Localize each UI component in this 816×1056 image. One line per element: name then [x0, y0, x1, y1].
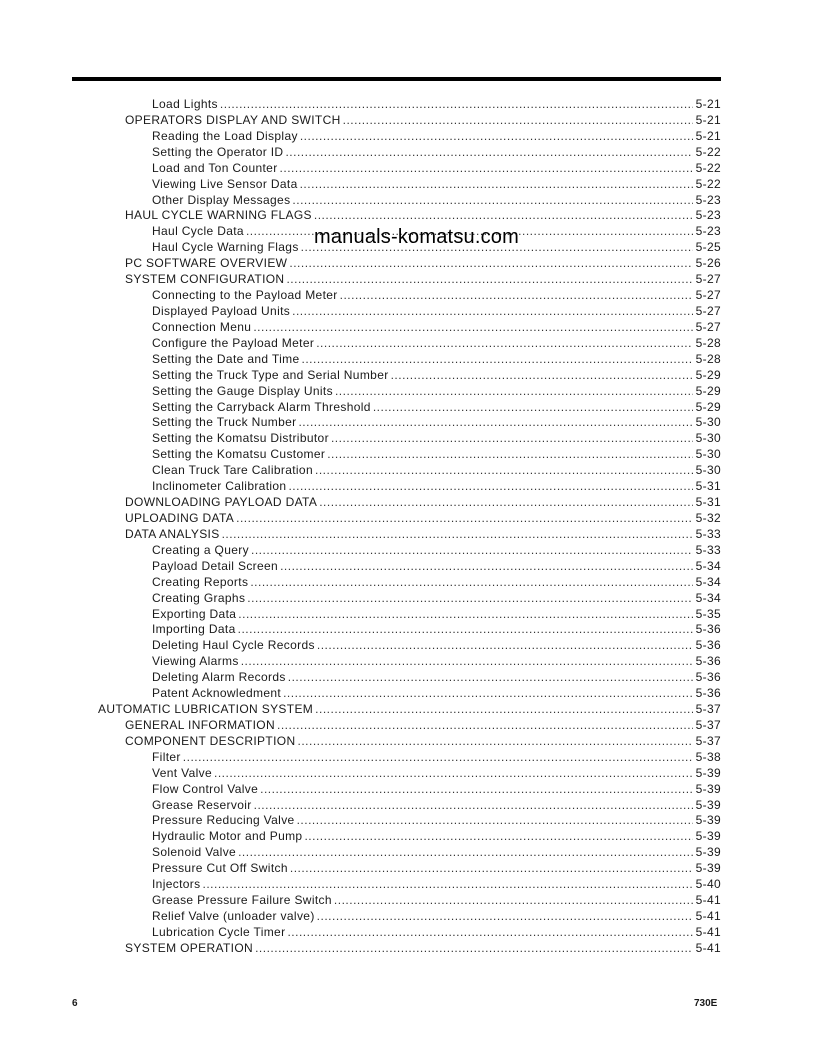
toc-dot-leader: [300, 129, 693, 143]
toc-entry-title: Deleting Alarm Records: [152, 670, 286, 685]
toc-entry-title: Load Lights: [152, 97, 218, 111]
toc-entry: [72, 447, 721, 463]
toc-entry-title: Haul Cycle Data: [152, 224, 244, 239]
toc-entry-page: 5-36: [695, 638, 721, 653]
toc-dot-leader: [238, 607, 692, 621]
toc-entry: [72, 670, 721, 686]
toc-entry-page: 5-35: [695, 606, 721, 621]
toc-entry-page: 5-25: [695, 240, 721, 255]
header-rule: [72, 77, 721, 81]
toc-entry-page: 5-41: [695, 909, 721, 924]
toc-entry: [72, 750, 721, 766]
toc-entry-title: Reading the Load Display: [152, 128, 298, 143]
toc-entry-page: 5-39: [695, 765, 721, 780]
toc-entry-title: Injectors: [152, 877, 201, 892]
toc-entry: [72, 893, 721, 909]
toc-entry: [72, 813, 721, 829]
toc-entry: [72, 208, 721, 224]
watermark-text: manuals-komatsu.com: [314, 226, 519, 248]
toc-entry-page: 5-37: [695, 702, 721, 717]
toc-entry: [72, 479, 721, 495]
toc-entry-page: 5-23: [695, 208, 721, 223]
toc-entry-page: 5-27: [695, 319, 721, 334]
toc-entry-title: Lubrication Cycle Timer: [152, 924, 286, 939]
toc-dot-leader: [391, 368, 693, 382]
toc-entry-page: 5-21: [695, 97, 721, 111]
toc-entry-page: 5-32: [695, 510, 721, 525]
toc-dot-leader: [315, 463, 693, 477]
toc-entry: [72, 527, 721, 543]
toc-entry-page: 5-31: [695, 479, 721, 494]
toc-entry-title: Configure the Payload Meter: [152, 335, 315, 350]
toc-dot-leader: [334, 893, 693, 907]
toc-entry-title: DOWNLOADING PAYLOAD DATA: [125, 495, 318, 510]
toc-dot-leader: [302, 352, 693, 366]
toc-entry-page: 5-22: [695, 176, 721, 191]
toc-dot-leader: [319, 495, 692, 509]
toc-entry: [72, 495, 721, 511]
toc-entry: [72, 638, 721, 654]
toc-entry-page: 5-39: [695, 845, 721, 860]
toc-dot-leader: [297, 813, 693, 827]
toc-dot-leader: [285, 145, 692, 159]
toc-dot-leader: [280, 161, 693, 175]
toc-entry: [72, 352, 721, 368]
toc-entry-page: 5-39: [695, 797, 721, 812]
toc-entry-page: 5-41: [695, 940, 721, 955]
toc-dot-leader: [290, 861, 693, 875]
toc-dot-leader: [288, 670, 693, 684]
toc-entry-page: 5-21: [695, 112, 721, 127]
toc-entry-title: Other Display Messages: [152, 192, 291, 207]
toc-entry-title: Filter: [152, 749, 181, 764]
toc-dot-leader: [280, 559, 692, 573]
toc-entry: [72, 384, 721, 400]
toc-dot-leader: [315, 702, 692, 716]
toc-entry-title: Payload Detail Screen: [152, 558, 279, 573]
toc-entry-page: 5-40: [695, 877, 721, 892]
toc-entry-page: 5-39: [695, 813, 721, 828]
toc-entry: [72, 925, 721, 941]
toc-entry: [72, 861, 721, 877]
toc-entry-title: Importing Data: [152, 622, 236, 637]
toc-entry-title: Solenoid Valve: [152, 845, 237, 860]
toc-entry-page: 5-39: [695, 781, 721, 796]
toc-entry: [72, 129, 721, 145]
toc-dot-leader: [292, 193, 692, 207]
toc-entry-page: 5-34: [695, 590, 721, 605]
toc-entry-title: Grease Reservoir: [152, 797, 252, 812]
toc-entry-page: 5-27: [695, 272, 721, 287]
toc-entry: [72, 193, 721, 209]
toc-entry-page: 5-34: [695, 574, 721, 589]
toc-entry: [72, 654, 721, 670]
toc-entry-page: 5-41: [695, 924, 721, 939]
toc-entry-title: Clean Truck Tare Calibration: [152, 463, 313, 478]
toc-dot-leader: [260, 782, 692, 796]
toc-entry-title: Setting the Komatsu Customer: [152, 447, 326, 462]
toc-entry-title: UPLOADING DATA: [125, 510, 235, 525]
toc-entry-title: Setting the Date and Time: [152, 351, 300, 366]
toc-entry-page: 5-30: [695, 463, 721, 478]
toc-dot-leader: [254, 798, 693, 812]
toc-dot-leader: [300, 177, 693, 191]
toc-entry-page: 5-33: [695, 526, 721, 541]
toc-entry-page: 5-36: [695, 622, 721, 637]
toc-dot-leader: [289, 256, 692, 270]
toc-entry: [72, 431, 721, 447]
toc-entry: [72, 845, 721, 861]
toc-entry: [72, 575, 721, 591]
toc-entry: [72, 336, 721, 352]
toc-dot-leader: [343, 113, 693, 127]
footer-model-label: 730E: [694, 998, 718, 1009]
toc-entry-title: Setting the Truck Type and Serial Number: [152, 367, 389, 382]
toc-entry-title: Setting the Truck Number: [152, 415, 297, 430]
toc-entry-page: 5-30: [695, 415, 721, 430]
toc-entry-page: 5-37: [695, 733, 721, 748]
toc-entry-page: 5-28: [695, 351, 721, 366]
toc-dot-leader: [373, 400, 693, 414]
toc-entry-title: Creating a Query: [152, 542, 249, 557]
toc-entry: [72, 622, 721, 638]
toc-entry-page: 5-31: [695, 495, 721, 510]
toc-dot-leader: [236, 511, 692, 525]
toc-entry-title: Displayed Payload Units: [152, 303, 291, 318]
toc-entry-page: 5-29: [695, 383, 721, 398]
toc-entry-title: Deleting Haul Cycle Records: [152, 638, 315, 653]
toc-dot-leader: [222, 527, 693, 541]
toc-dot-leader: [288, 479, 692, 493]
toc-entry: [72, 304, 721, 320]
toc-entry-title: SYSTEM OPERATION: [125, 940, 254, 955]
toc-entry-page: 5-29: [695, 367, 721, 382]
toc-entry-title: Setting the Komatsu Distributor: [152, 431, 329, 446]
toc-entry-title: Viewing Alarms: [152, 654, 239, 669]
toc-entry: [72, 686, 721, 702]
toc-entry-title: Patent Acknowledment: [152, 686, 282, 701]
toc-dot-leader: [327, 447, 692, 461]
toc-dot-leader: [297, 734, 692, 748]
toc-entry: [72, 798, 721, 814]
toc-dot-leader: [283, 686, 693, 700]
toc-entry-title: Viewing Live Sensor Data: [152, 176, 298, 191]
toc-entry: [72, 256, 721, 272]
toc-entry: [72, 766, 721, 782]
toc-entry-page: 5-27: [695, 288, 721, 303]
toc-entry: [72, 782, 721, 798]
toc-entry: [72, 559, 721, 575]
toc-entry-title: Setting the Carryback Alarm Threshold: [152, 399, 371, 414]
toc-dot-leader: [314, 208, 693, 222]
toc-entry-title: Relief Valve (unloader valve): [152, 909, 315, 924]
toc-entry-page: 5-34: [695, 558, 721, 573]
toc-entry-page: 5-33: [695, 542, 721, 557]
toc-dot-leader: [286, 272, 692, 286]
toc-entry-page: 5-26: [695, 256, 721, 271]
toc-entry: [72, 607, 721, 623]
toc-dot-leader: [292, 304, 692, 318]
toc-entry-page: 5-30: [695, 447, 721, 462]
toc-entry: [72, 368, 721, 384]
toc-dot-leader: [255, 941, 693, 955]
toc-entry-page: 5-22: [695, 160, 721, 175]
toc-entry: [72, 97, 721, 113]
toc-dot-leader: [304, 829, 692, 843]
toc-dot-leader: [316, 336, 692, 350]
toc-entry: [72, 113, 721, 129]
toc-entry-title: Setting the Operator ID: [152, 144, 284, 159]
toc-entry-title: Inclinometer Calibration: [152, 479, 287, 494]
toc-entry: [72, 145, 721, 161]
toc-entry-page: 5-39: [695, 861, 721, 876]
toc-entry: [72, 511, 721, 527]
toc-entry-title: Hydraulic Motor and Pump: [152, 829, 303, 844]
toc-entry-page: 5-36: [695, 654, 721, 669]
toc-entry: [72, 415, 721, 431]
toc-dot-leader: [241, 654, 693, 668]
toc-entry-page: 5-27: [695, 303, 721, 318]
toc-entry-page: 5-36: [695, 670, 721, 685]
toc-dot-leader: [287, 925, 692, 939]
toc-dot-leader: [317, 909, 693, 923]
toc-dot-leader: [214, 766, 693, 780]
toc-entry: [72, 702, 721, 718]
toc-entry-title: Flow Control Valve: [152, 781, 259, 796]
toc-entry-title: AUTOMATIC LUBRICATION SYSTEM: [98, 702, 314, 717]
toc-entry: [72, 543, 721, 559]
toc-dot-leader: [298, 415, 692, 429]
toc-entry-title: SYSTEM CONFIGURATION: [125, 272, 285, 287]
toc-entry-title: OPERATORS DISPLAY AND SWITCH: [125, 112, 341, 127]
toc-dot-leader: [238, 622, 693, 636]
toc-entry-title: Vent Valve: [152, 765, 212, 780]
toc-entry-page: 5-36: [695, 686, 721, 701]
toc-entry-title: Grease Pressure Failure Switch: [152, 893, 332, 908]
footer-page-number: 6: [72, 998, 78, 1009]
toc-entry: [72, 272, 721, 288]
toc-dot-leader: [251, 543, 693, 557]
toc-entry-title: Pressure Cut Off Switch: [152, 861, 288, 876]
toc-entry: [72, 320, 721, 336]
toc-entry-title: Haul Cycle Warning Flags: [152, 240, 299, 255]
toc-dot-leader: [203, 877, 693, 891]
toc-entry-title: Creating Graphs: [152, 590, 246, 605]
toc-entry-title: Exporting Data: [152, 606, 237, 621]
toc-entry: [72, 829, 721, 845]
toc-dot-leader: [220, 97, 693, 111]
toc-entry-title: Pressure Reducing Valve: [152, 813, 295, 828]
toc-entry-page: 5-29: [695, 399, 721, 414]
toc-entry-page: 5-41: [695, 893, 721, 908]
toc-entry-title: Creating Reports: [152, 574, 249, 589]
toc-entry-page: 5-23: [695, 224, 721, 239]
toc-dot-leader: [250, 575, 692, 589]
toc-entry: [72, 177, 721, 193]
toc-dot-leader: [317, 638, 693, 652]
toc-entry: [72, 288, 721, 304]
toc-entry-page: 5-21: [695, 128, 721, 143]
toc-dot-leader: [247, 591, 692, 605]
toc-entry-page: 5-22: [695, 144, 721, 159]
toc-dot-leader: [183, 750, 693, 764]
toc-entry-title: COMPONENT DESCRIPTION: [125, 733, 296, 748]
toc-entry-page: 5-23: [695, 192, 721, 207]
toc-entry-page: 5-39: [695, 829, 721, 844]
toc-entry: [72, 591, 721, 607]
toc-dot-leader: [253, 320, 692, 334]
toc-entry: [72, 877, 721, 893]
toc-entry: [72, 718, 721, 734]
toc-dot-leader: [335, 384, 693, 398]
toc-entry-title: Load and Ton Counter: [152, 160, 278, 175]
toc-entry: [72, 909, 721, 925]
toc-entry-title: GENERAL INFORMATION: [125, 717, 275, 732]
toc-entry-page: 5-28: [695, 335, 721, 350]
toc-entry-title: Setting the Gauge Display Units: [152, 383, 333, 398]
toc-entry: [72, 161, 721, 177]
toc-dot-leader: [340, 288, 693, 302]
toc-entry-page: 5-38: [695, 749, 721, 764]
toc-entry-page: 5-37: [695, 717, 721, 732]
toc-entry: [72, 400, 721, 416]
toc-entry-title: Connection Menu: [152, 319, 252, 334]
toc-entry-page: 5-30: [695, 431, 721, 446]
toc-dot-leader: [331, 431, 693, 445]
toc-entry-title: DATA ANALYSIS: [125, 526, 220, 541]
toc-entry: [72, 734, 721, 750]
toc-entry: [72, 463, 721, 479]
toc-entry-title: HAUL CYCLE WARNING FLAGS: [125, 208, 312, 223]
toc-dot-leader: [277, 718, 693, 732]
toc-entry-title: PC SOFTWARE OVERVIEW: [125, 256, 288, 271]
toc-entry: [72, 941, 721, 957]
toc-dot-leader: [238, 845, 693, 859]
toc-entry-title: Connecting to the Payload Meter: [152, 288, 338, 303]
